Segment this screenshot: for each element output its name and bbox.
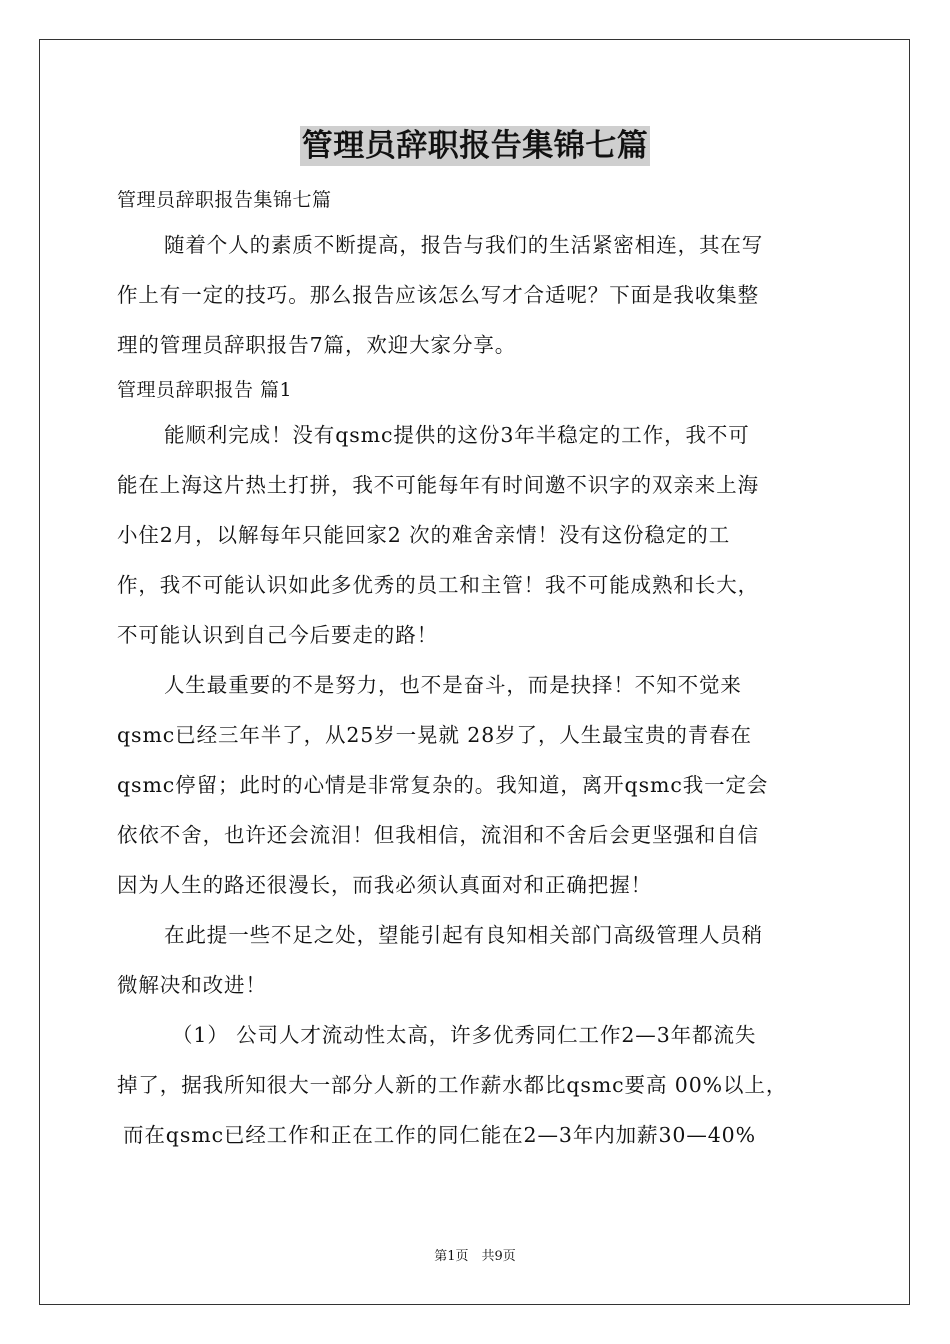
paragraph-line: qsmc已经三年半了，从25岁一晃就 28岁了，人生最宝贵的青春在 [117, 723, 752, 747]
document-body [117, 180, 839, 1160]
paragraph-line: 小住2月，以解每年只能回家2 次的难舍亲情！没有这份稳定的工 [117, 523, 731, 547]
subtitle-line: 管理员辞职报告集锦七篇 [117, 189, 332, 211]
title-container [0, 126, 950, 166]
paragraph-line: 人生最重要的不是努力，也不是奋斗，而是抉择！不知不觉来 [164, 673, 742, 697]
paragraph-line: 因为人生的路还很漫长，而我必须认真面对和正确把握！ [117, 873, 652, 897]
paragraph-line: qsmc停留；此时的心情是非常复杂的。我知道，离开qsmc我一定会 [117, 773, 769, 797]
paragraph-line: 随着个人的素质不断提高，报告与我们的生活紧密相连，其在写 [164, 233, 764, 257]
page-number: 第1页 共9页 [434, 1249, 516, 1264]
paragraph-line: 作，我不可能认识如此多优秀的员工和主管！我不可能成熟和长大， [117, 573, 759, 597]
paragraph-line: 而在qsmc已经工作和正在工作的同仁能在2—3年内加薪30—40% [123, 1123, 756, 1147]
paragraph-line: 掉了，据我所知很大一部分人新的工作薪水都比qsmc要高 00%以上， [117, 1073, 788, 1097]
paragraph-line: 不可能认识到自己今后要走的路！ [117, 623, 438, 647]
document-title: 管理员辞职报告集锦七篇 [301, 128, 649, 164]
paragraph-line: 在此提一些不足之处，望能引起有良知相关部门高级管理人员稍 [164, 923, 764, 947]
paragraph-line: （1） 公司人才流动性太高，许多优秀同仁工作2—3年都流失 [172, 1023, 757, 1047]
paragraph-line: 微解决和改进！ [117, 973, 267, 997]
page-footer [0, 1248, 950, 1266]
section-heading: 管理员辞职报告 篇1 [117, 379, 293, 401]
paragraph-line: 能在上海这片热土打拼，我不可能每年有时间邀不识字的双亲来上海 [117, 473, 759, 497]
paragraph-line: 依依不舍，也许还会流泪！但我相信，流泪和不舍后会更坚强和自信 [117, 823, 759, 847]
paragraph-line: 理的管理员辞职报告7篇，欢迎大家分享。 [117, 333, 517, 357]
paragraph-line: 能顺利完成！没有qsmc提供的这份3年半稳定的工作，我不可 [164, 423, 750, 447]
paragraph-line: 作上有一定的技巧。那么报告应该怎么写才合适呢？下面是我收集整 [117, 283, 759, 307]
